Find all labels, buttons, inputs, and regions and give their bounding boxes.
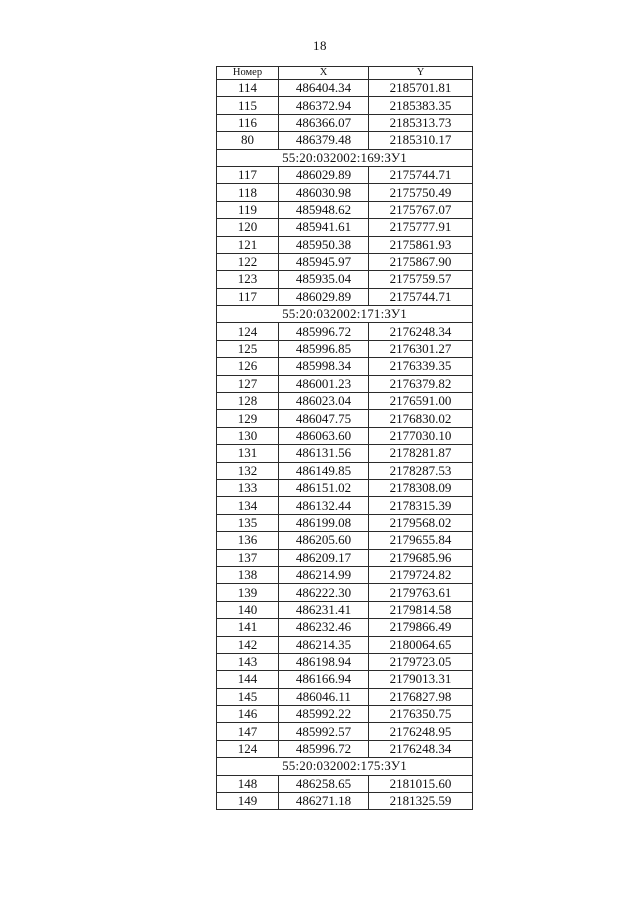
x-coordinate-cell: 486366.07 — [279, 114, 369, 131]
x-coordinate-cell: 486131.56 — [279, 445, 369, 462]
point-number-cell: 142 — [217, 636, 279, 653]
point-number-cell: 134 — [217, 497, 279, 514]
table-row — [217, 636, 473, 653]
x-coordinate-cell: 486166.94 — [279, 671, 369, 688]
point-number-cell: 114 — [217, 80, 279, 97]
table-row — [217, 706, 473, 723]
y-coordinate-cell: 2178315.39 — [369, 497, 473, 514]
table-row — [217, 584, 473, 601]
point-number-cell: 116 — [217, 114, 279, 131]
table-row — [217, 775, 473, 792]
point-number-cell: 136 — [217, 532, 279, 549]
point-number-cell: 121 — [217, 236, 279, 253]
y-coordinate-cell: 2175744.71 — [369, 288, 473, 305]
point-number-cell: 127 — [217, 375, 279, 392]
y-coordinate-cell: 2181015.60 — [369, 775, 473, 792]
x-coordinate-cell: 486199.08 — [279, 514, 369, 531]
y-coordinate-cell: 2178281.87 — [369, 445, 473, 462]
y-coordinate-cell: 2175777.91 — [369, 219, 473, 236]
table-row — [217, 393, 473, 410]
table-row — [217, 288, 473, 305]
y-coordinate-cell: 2179685.96 — [369, 549, 473, 566]
y-coordinate-cell: 2185701.81 — [369, 80, 473, 97]
x-coordinate-cell: 485992.22 — [279, 706, 369, 723]
point-number-cell: 124 — [217, 740, 279, 757]
point-number-cell: 115 — [217, 97, 279, 114]
table-row — [217, 219, 473, 236]
table-row — [217, 323, 473, 340]
table-row — [217, 271, 473, 288]
point-number-cell: 117 — [217, 288, 279, 305]
point-number-cell: 117 — [217, 166, 279, 183]
x-coordinate-cell: 486231.41 — [279, 601, 369, 618]
x-coordinate-cell: 486046.11 — [279, 688, 369, 705]
table-row — [217, 410, 473, 427]
table-row — [217, 253, 473, 270]
point-number-cell: 141 — [217, 619, 279, 636]
x-coordinate-cell: 486214.35 — [279, 636, 369, 653]
header-y: Y — [369, 67, 473, 80]
point-number-cell: 130 — [217, 427, 279, 444]
x-coordinate-cell: 486132.44 — [279, 497, 369, 514]
x-coordinate-cell: 486030.98 — [279, 184, 369, 201]
point-number-cell: 135 — [217, 514, 279, 531]
point-number-cell: 119 — [217, 201, 279, 218]
table-row — [217, 114, 473, 131]
y-coordinate-cell: 2176591.00 — [369, 393, 473, 410]
y-coordinate-cell: 2179568.02 — [369, 514, 473, 531]
point-number-cell: 126 — [217, 358, 279, 375]
y-coordinate-cell: 2176248.95 — [369, 723, 473, 740]
table-row — [217, 619, 473, 636]
table-row — [217, 479, 473, 496]
point-number-cell: 80 — [217, 132, 279, 149]
y-coordinate-cell: 2179724.82 — [369, 566, 473, 583]
y-coordinate-cell: 2180064.65 — [369, 636, 473, 653]
y-coordinate-cell: 2178287.53 — [369, 462, 473, 479]
point-number-cell: 146 — [217, 706, 279, 723]
point-number-cell: 123 — [217, 271, 279, 288]
y-coordinate-cell: 2176350.75 — [369, 706, 473, 723]
point-number-cell: 149 — [217, 793, 279, 810]
y-coordinate-cell: 2179763.61 — [369, 584, 473, 601]
y-coordinate-cell: 2179866.49 — [369, 619, 473, 636]
point-number-cell: 125 — [217, 340, 279, 357]
y-coordinate-cell: 2176248.34 — [369, 740, 473, 757]
table-row — [217, 601, 473, 618]
point-number-cell: 147 — [217, 723, 279, 740]
x-coordinate-cell: 486209.17 — [279, 549, 369, 566]
y-coordinate-cell: 2179723.05 — [369, 653, 473, 670]
header-number: Номер — [217, 67, 279, 80]
y-coordinate-cell: 2179814.58 — [369, 601, 473, 618]
x-coordinate-cell: 486029.89 — [279, 288, 369, 305]
table-row — [217, 80, 473, 97]
table-row — [217, 740, 473, 757]
x-coordinate-cell: 485950.38 — [279, 236, 369, 253]
point-number-cell: 132 — [217, 462, 279, 479]
point-number-cell: 139 — [217, 584, 279, 601]
y-coordinate-cell: 2176827.98 — [369, 688, 473, 705]
y-coordinate-cell: 2181325.59 — [369, 793, 473, 810]
table-row — [217, 445, 473, 462]
y-coordinate-cell: 2175867.90 — [369, 253, 473, 270]
x-coordinate-cell: 486198.94 — [279, 653, 369, 670]
table-row — [217, 497, 473, 514]
x-coordinate-cell: 485948.62 — [279, 201, 369, 218]
y-coordinate-cell: 2176301.27 — [369, 340, 473, 357]
x-coordinate-cell: 486063.60 — [279, 427, 369, 444]
x-coordinate-cell: 486214.99 — [279, 566, 369, 583]
table-row — [217, 653, 473, 670]
table-row — [217, 688, 473, 705]
x-coordinate-cell: 485996.72 — [279, 323, 369, 340]
y-coordinate-cell: 2175767.07 — [369, 201, 473, 218]
x-coordinate-cell: 486001.23 — [279, 375, 369, 392]
table-row — [217, 514, 473, 531]
x-coordinate-cell: 486404.34 — [279, 80, 369, 97]
y-coordinate-cell: 2177030.10 — [369, 427, 473, 444]
table-row — [217, 358, 473, 375]
x-coordinate-cell: 486271.18 — [279, 793, 369, 810]
x-coordinate-cell: 485996.72 — [279, 740, 369, 757]
x-coordinate-cell: 486232.46 — [279, 619, 369, 636]
x-coordinate-cell: 485992.57 — [279, 723, 369, 740]
y-coordinate-cell: 2176248.34 — [369, 323, 473, 340]
point-number-cell: 143 — [217, 653, 279, 670]
section-row — [217, 149, 473, 166]
y-coordinate-cell: 2185313.73 — [369, 114, 473, 131]
point-number-cell: 137 — [217, 549, 279, 566]
x-coordinate-cell: 486222.30 — [279, 584, 369, 601]
table-row — [217, 793, 473, 810]
x-coordinate-cell: 485941.61 — [279, 219, 369, 236]
y-coordinate-cell: 2175759.57 — [369, 271, 473, 288]
y-coordinate-cell: 2185383.35 — [369, 97, 473, 114]
x-coordinate-cell: 485935.04 — [279, 271, 369, 288]
table-row — [217, 201, 473, 218]
y-coordinate-cell: 2175750.49 — [369, 184, 473, 201]
point-number-cell: 133 — [217, 479, 279, 496]
table-row — [217, 566, 473, 583]
table-row — [217, 132, 473, 149]
point-number-cell: 128 — [217, 393, 279, 410]
y-coordinate-cell: 2179013.31 — [369, 671, 473, 688]
y-coordinate-cell: 2179655.84 — [369, 532, 473, 549]
x-coordinate-cell: 486372.94 — [279, 97, 369, 114]
table-row — [217, 462, 473, 479]
coordinates-table — [216, 66, 473, 810]
point-number-cell: 131 — [217, 445, 279, 462]
table-header-row — [217, 67, 473, 80]
point-number-cell: 118 — [217, 184, 279, 201]
x-coordinate-cell: 486047.75 — [279, 410, 369, 427]
cadastral-number-label: 55:20:032002:171:ЗУ1 — [217, 306, 473, 323]
header-x: X — [279, 67, 369, 80]
page-number: 18 — [313, 38, 327, 53]
table-row — [217, 723, 473, 740]
x-coordinate-cell: 485945.97 — [279, 253, 369, 270]
section-row — [217, 306, 473, 323]
x-coordinate-cell: 486258.65 — [279, 775, 369, 792]
point-number-cell: 144 — [217, 671, 279, 688]
point-number-cell: 138 — [217, 566, 279, 583]
x-coordinate-cell: 486151.02 — [279, 479, 369, 496]
table-row — [217, 184, 473, 201]
x-coordinate-cell: 486029.89 — [279, 166, 369, 183]
table-row — [217, 671, 473, 688]
point-number-cell: 122 — [217, 253, 279, 270]
cadastral-number-label: 55:20:032002:175:ЗУ1 — [217, 758, 473, 775]
table-row — [217, 166, 473, 183]
section-row — [217, 758, 473, 775]
table-row — [217, 532, 473, 549]
y-coordinate-cell: 2176339.35 — [369, 358, 473, 375]
cadastral-number-label: 55:20:032002:169:ЗУ1 — [217, 149, 473, 166]
point-number-cell: 124 — [217, 323, 279, 340]
x-coordinate-cell: 486023.04 — [279, 393, 369, 410]
y-coordinate-cell: 2185310.17 — [369, 132, 473, 149]
y-coordinate-cell: 2175861.93 — [369, 236, 473, 253]
point-number-cell: 145 — [217, 688, 279, 705]
x-coordinate-cell: 485998.34 — [279, 358, 369, 375]
x-coordinate-cell: 486149.85 — [279, 462, 369, 479]
table-row — [217, 549, 473, 566]
table-row — [217, 340, 473, 357]
x-coordinate-cell: 485996.85 — [279, 340, 369, 357]
x-coordinate-cell: 486205.60 — [279, 532, 369, 549]
x-coordinate-cell: 486379.48 — [279, 132, 369, 149]
table-body — [217, 80, 473, 810]
point-number-cell: 140 — [217, 601, 279, 618]
point-number-cell: 129 — [217, 410, 279, 427]
y-coordinate-cell: 2175744.71 — [369, 166, 473, 183]
table-row — [217, 236, 473, 253]
table-row — [217, 427, 473, 444]
point-number-cell: 120 — [217, 219, 279, 236]
y-coordinate-cell: 2178308.09 — [369, 479, 473, 496]
table-row — [217, 375, 473, 392]
y-coordinate-cell: 2176379.82 — [369, 375, 473, 392]
table-row — [217, 97, 473, 114]
point-number-cell: 148 — [217, 775, 279, 792]
y-coordinate-cell: 2176830.02 — [369, 410, 473, 427]
